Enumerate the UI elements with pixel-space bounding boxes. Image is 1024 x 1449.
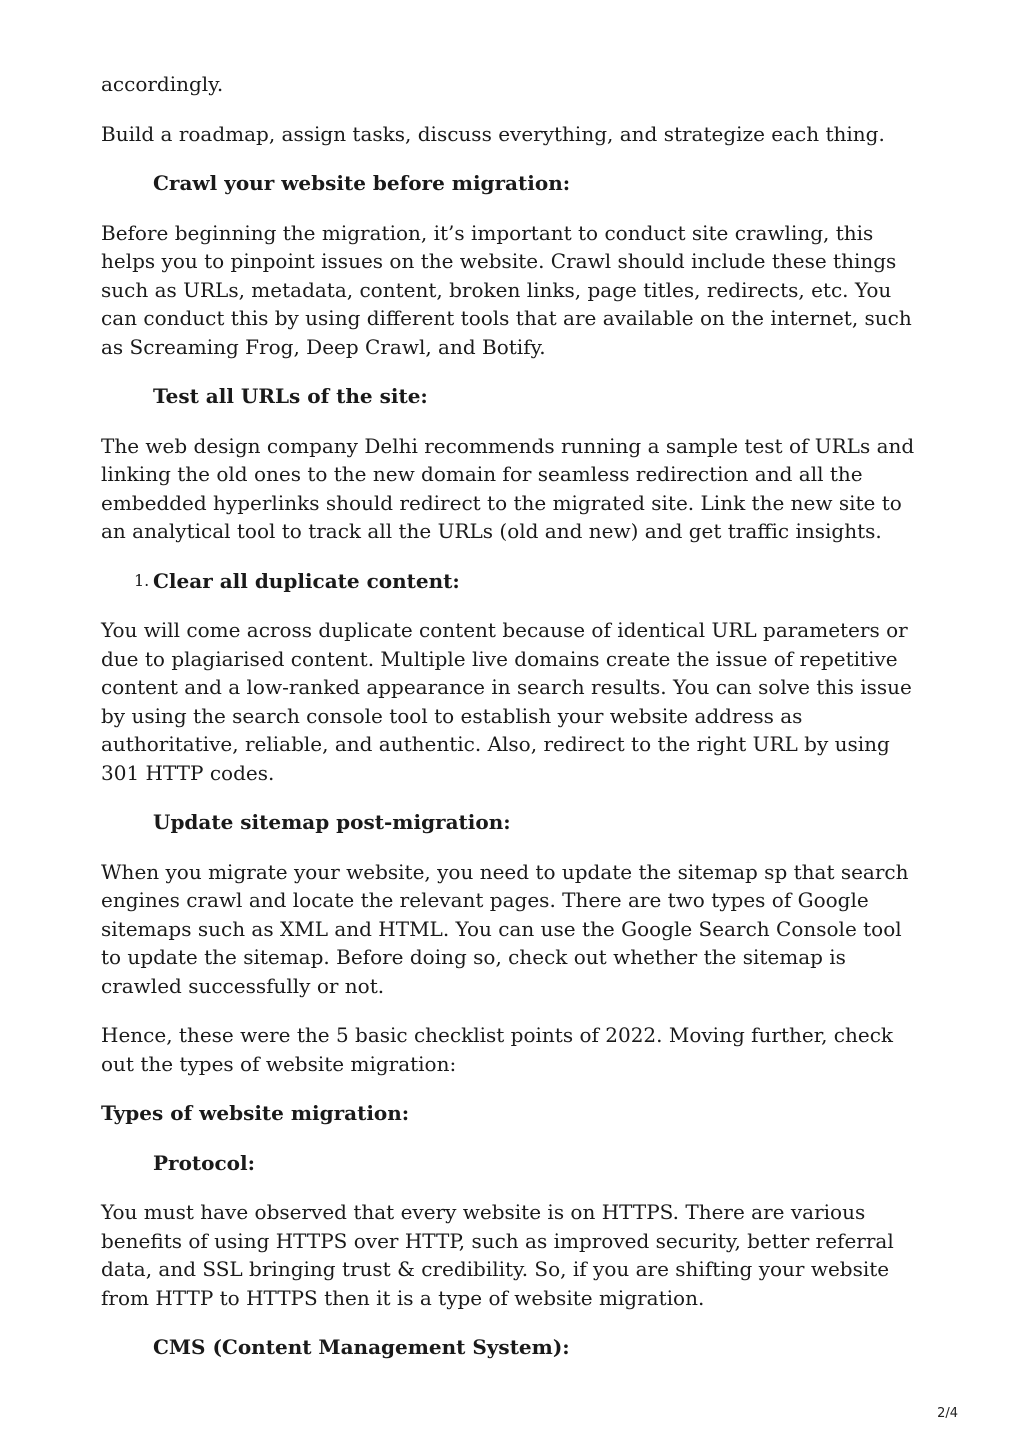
paragraph-duplicate: You will come across duplicate content because of identical URL parameters or due to plagiarised content. Multiple live domains create the issue of repetitive content and a low-ranked appearance in search results. You can solve this issue by using the search console tool to establish your website address as authoritative, reliable, and authentic. Also, redirect to the right URL by using 301 HTTP codes. bbox=[101, 618, 912, 785]
paragraph-accordingly: accordingly. bbox=[101, 72, 224, 96]
subheading-sitemap bbox=[101, 808, 923, 837]
paragraph-sitemap: When you migrate your website, you need to update the sitemap sp that search engines crawl and locate the relevant pages. There are two types of Google sitemaps such as XML and HTML. You can use the Google Search Console tool to update the sitemap. Before doing so, check out whether the sitemap is crawled successfully or not. bbox=[101, 859, 909, 998]
subheading-protocol bbox=[101, 1149, 923, 1178]
heading-types: Types of website migration: bbox=[101, 1101, 410, 1125]
subheading-protocol-text: Protocol: bbox=[153, 1150, 255, 1175]
subheading-cms bbox=[101, 1333, 923, 1362]
paragraph-test-urls: The web design company Delhi recommends running a sample test of URLs and linking the old ones to the new domain for seamless redirection and all the embedded hyperlinks should redirect to the migrated site. Link the new site to an analytical tool to track all the URLs (old and new) and get traffic insights. bbox=[101, 433, 915, 543]
subheading-duplicate bbox=[101, 567, 923, 596]
paragraph-crawl: Before beginning the migration, it’s important to conduct site crawling, this helps you to pinpoint issues on the website. Crawl should include these things such as URLs, metadata, content, broken links, page titles, redirects, etc. You can conduct this by using different tools that are available on the internet, such as Screaming Frog, Deep Crawl, and Botify. bbox=[101, 220, 912, 359]
page-number: 2/4 bbox=[937, 1406, 958, 1421]
subheading-duplicate-text: Clear all duplicate content: bbox=[153, 568, 460, 593]
paragraph-protocol: You must have observed that every website is on HTTPS. There are various benefits of using HTTPS over HTTP, such as improved security, better referral data, and SSL bringing trust & credibility. So, if you are shifting your website from HTTP to HTTPS then it is a type of website migration. bbox=[101, 1200, 894, 1310]
document-body bbox=[101, 70, 923, 1383]
subheading-crawl-text: Crawl your website before migration: bbox=[153, 171, 571, 195]
list-number: 1. bbox=[134, 570, 150, 590]
subheading-cms-text: CMS (Content Management System): bbox=[153, 1335, 570, 1359]
subheading-test-urls-text: Test all URLs of the site: bbox=[153, 384, 428, 408]
subheading-sitemap-text: Update sitemap post-migration: bbox=[153, 810, 511, 834]
paragraph-roadmap: Build a roadmap, assign tasks, discuss everything, and strategize each thing. bbox=[101, 121, 885, 146]
subheading-crawl bbox=[101, 169, 923, 198]
paragraph-hence: Hence, these were the 5 basic checklist points of 2022. Moving further, check out the types of website migration: bbox=[101, 1023, 894, 1076]
subheading-test-urls bbox=[101, 382, 923, 411]
